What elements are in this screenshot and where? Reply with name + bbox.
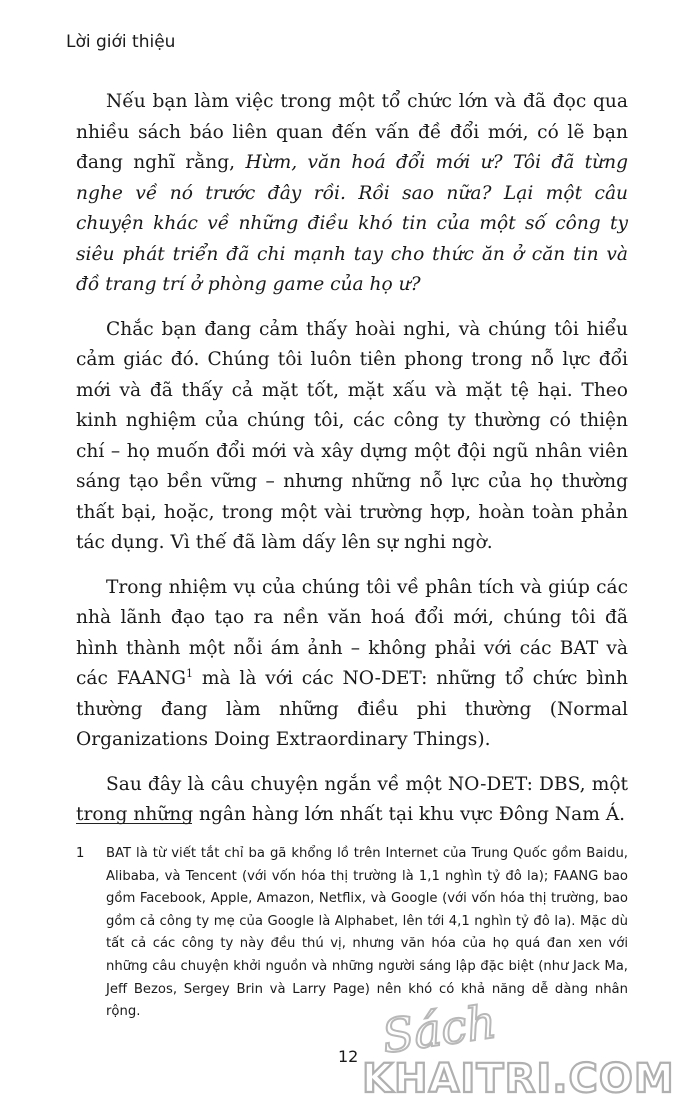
paragraph-1-italic-thought: Hừm, văn hoá đổi mới ư? Tôi đã từng nghe về nó trước đây rồi. Rồi sao nữa? Lại một câu chuyện khác về những điều khó tin của một số công ty siêu phát triển đã chi mạnh tay cho thức ăn ở căn tin và đồ trang trí ở phòng game của họ ư?	[76, 152, 628, 295]
paragraph-2: Chắc bạn đang cảm thấy hoài nghi, và chúng tôi hiểu cảm giác đó. Chúng tôi luôn tiên phong trong nỗ lực đổi mới và đã thấy cả mặt tốt, mặt xấu và mặt tệ hại. Theo kinh nghiệm của chúng tôi, các công ty thường có thiện chí – họ muốn đổi mới và xây dựng một đội ngũ nhân viên sáng tạo bền vững – nhưng những nỗ lực của họ thường thất bại, hoặc, trong một vài trường hợp, hoàn toàn phản tác dụng. Vì thế đã làm dấy lên sự nghi ngờ.	[76, 318, 628, 553]
footnote-text: BAT là từ viết tắt chỉ ba gã khổng lồ trên Internet của Trung Quốc gồm Baidu, Alibaba, và Tencent (với vốn hóa thị trường là 1,1 nghìn tỷ đô la); FAANG bao gồm Facebook, Apple, Amazon, Netflix, và Google (với vốn hóa thị trường, bao gồm cả công ty mẹ của Google là Alphabet, lên tới 4,1 nghìn tỷ đô la). Mặc dù tất cả các công ty này đều thú vị, nhưng văn hóa của họ quá đan xen với những câu chuyện khởi nguồn và những người sáng lập đặc biệt (như Jack Ma, Jeff Bezos, Sergey Brin và Larry Page) nên khó có khả năng dễ dàng nhân rộng.	[106, 846, 628, 1020]
paragraph-3	[76, 573, 628, 756]
site-watermark	[362, 994, 692, 1114]
footnote-divider	[76, 823, 192, 824]
watermark-script-text: Sách	[378, 994, 500, 1064]
paragraph-1	[76, 87, 628, 301]
paragraph-3-part-b: mà là với các NO-DET: những tổ chức bình thường đang làm những điều phi thường (Normal Organizations Doing Extraordinary Things).	[76, 668, 628, 750]
page-number: 12	[338, 1047, 359, 1066]
main-body-text	[76, 87, 628, 845]
watermark-brand-text: KHAITRI.COM	[362, 1056, 675, 1102]
paragraph-4: Sau đây là câu chuyện ngắn về một NO-DET: DBS, một trong những ngân hàng lớn nhất tại khu vực Đông Nam Á.	[76, 773, 628, 825]
paragraph-1-intro: Nếu bạn làm việc trong một tổ chức lớn và đã đọc qua nhiều sách báo liên quan đến vấn đề đổi mới, có lẽ bạn đang nghĩ rằng,	[76, 91, 628, 173]
footnote-number: 1	[76, 846, 85, 861]
running-header: Lời giới thiệu	[66, 32, 176, 52]
paragraph-3-part-a: Trong nhiệm vụ của chúng tôi về phân tích và giúp các nhà lãnh đạo tạo ra nền văn hoá đổi mới, chúng tôi đã hình thành một nỗi ám ảnh – không phải với các BAT và các FAANG	[76, 576, 628, 689]
footnote-reference: 1	[186, 666, 194, 680]
